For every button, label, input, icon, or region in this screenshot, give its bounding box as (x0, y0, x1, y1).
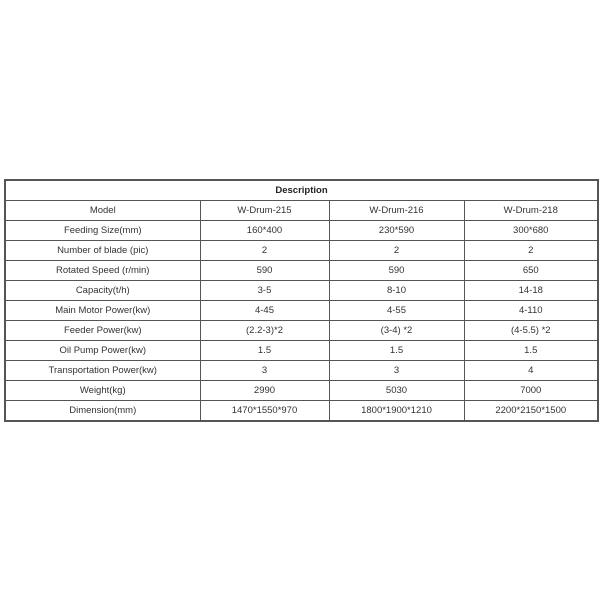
row-label-cell: Feeder Power(kw) (5, 321, 200, 341)
value-cell: 3 (329, 361, 464, 381)
value-cell: 2990 (200, 381, 329, 401)
table-body (5, 201, 598, 422)
value-cell: 1.5 (200, 341, 329, 361)
table-row (5, 301, 598, 321)
table-row (5, 261, 598, 281)
value-cell: (3-4) *2 (329, 321, 464, 341)
value-cell: 7000 (464, 381, 598, 401)
header-model-1: W-Drum-215 (200, 201, 329, 221)
value-cell: 2 (464, 241, 598, 261)
value-cell: 1.5 (329, 341, 464, 361)
table-header-row (5, 201, 598, 221)
value-cell: 1470*1550*970 (200, 401, 329, 422)
value-cell: 8-10 (329, 281, 464, 301)
row-label-cell: Transportation Power(kw) (5, 361, 200, 381)
table-row (5, 401, 598, 422)
table-row (5, 341, 598, 361)
table-title: Description (5, 180, 598, 201)
row-label-cell: Oil Pump Power(kw) (5, 341, 200, 361)
value-cell: 14-18 (464, 281, 598, 301)
value-cell: (2.2-3)*2 (200, 321, 329, 341)
value-cell: 160*400 (200, 221, 329, 241)
value-cell: 300*680 (464, 221, 598, 241)
row-label-cell: Main Motor Power(kw) (5, 301, 200, 321)
value-cell: 1.5 (464, 341, 598, 361)
header-model-3: W-Drum-218 (464, 201, 598, 221)
row-label-cell: Number of blade (pic) (5, 241, 200, 261)
value-cell: 2 (329, 241, 464, 261)
table-title-row (5, 180, 598, 201)
table-row (5, 281, 598, 301)
row-label-cell: Weight(kg) (5, 381, 200, 401)
table-row (5, 221, 598, 241)
value-cell: 4-110 (464, 301, 598, 321)
row-label-cell: Capacity(t/h) (5, 281, 200, 301)
header-model-label: Model (5, 201, 200, 221)
specification-table (4, 179, 599, 422)
header-model-2: W-Drum-216 (329, 201, 464, 221)
value-cell: 650 (464, 261, 598, 281)
value-cell: 3-5 (200, 281, 329, 301)
value-cell: 1800*1900*1210 (329, 401, 464, 422)
row-label-cell: Feeding Size(mm) (5, 221, 200, 241)
value-cell: 3 (200, 361, 329, 381)
value-cell: 5030 (329, 381, 464, 401)
table-row (5, 321, 598, 341)
value-cell: 4-55 (329, 301, 464, 321)
value-cell: 230*590 (329, 221, 464, 241)
row-label-cell: Rotated Speed (r/min) (5, 261, 200, 281)
row-label-cell: Dimension(mm) (5, 401, 200, 422)
table-row (5, 381, 598, 401)
value-cell: (4-5.5) *2 (464, 321, 598, 341)
value-cell: 4-45 (200, 301, 329, 321)
value-cell: 4 (464, 361, 598, 381)
table-row (5, 241, 598, 261)
table-row (5, 361, 598, 381)
value-cell: 2 (200, 241, 329, 261)
value-cell: 590 (329, 261, 464, 281)
value-cell: 590 (200, 261, 329, 281)
value-cell: 2200*2150*1500 (464, 401, 598, 422)
